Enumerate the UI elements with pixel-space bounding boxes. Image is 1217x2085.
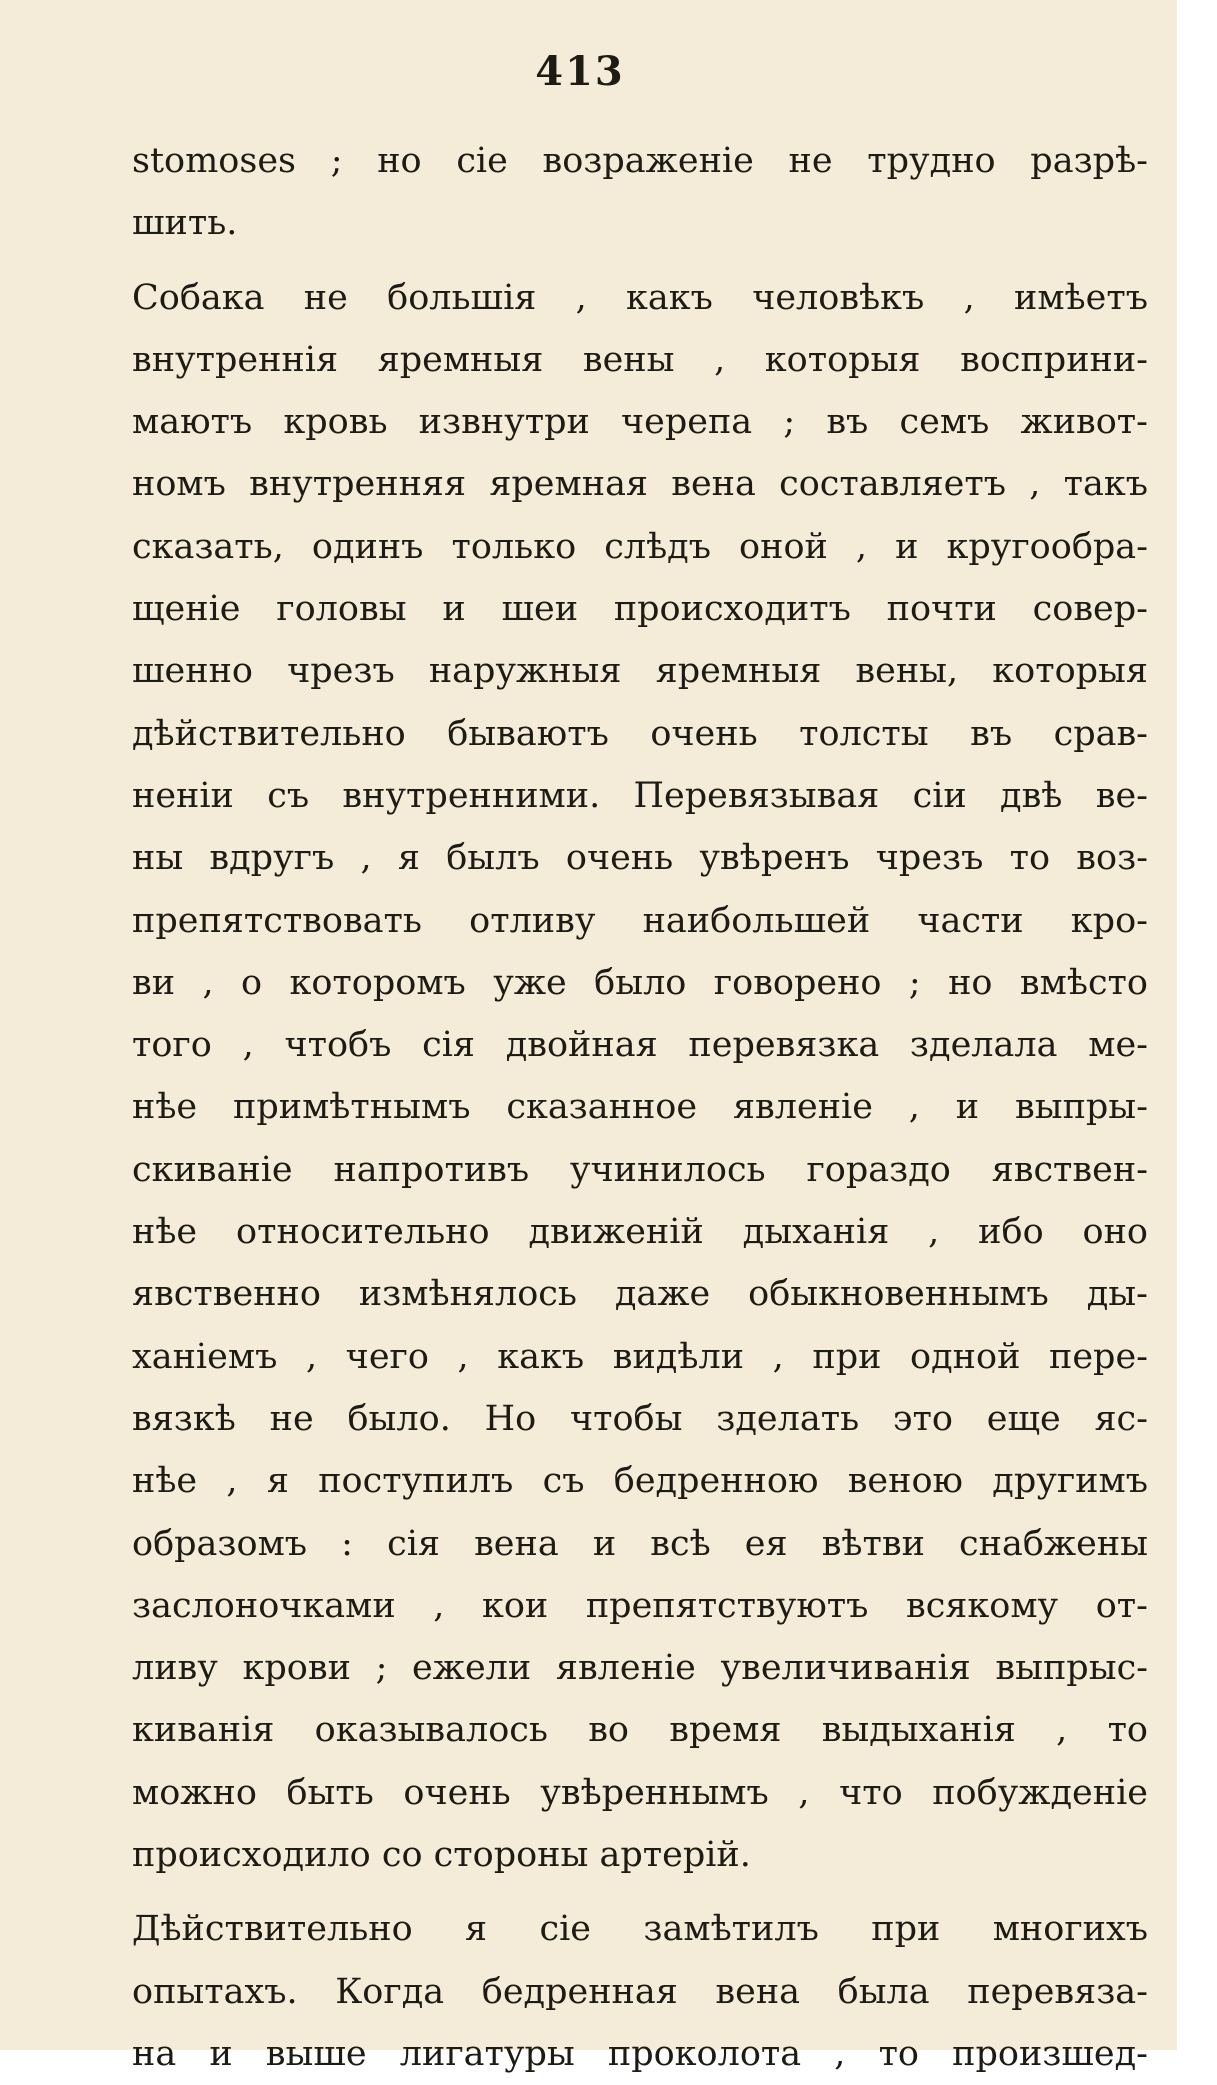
text-line: шенно чрезъ наружныя яремныя вены, которыя	[132, 651, 1148, 692]
text-line: ви , о которомъ уже было говорено ; но вмѣсто	[132, 962, 1148, 1003]
text-line: внутреннія яремныя вены , которыя восприни-	[132, 339, 1148, 380]
text-line: заслоночками , кои препятствуютъ всякому от-	[132, 1585, 1148, 1626]
text-line: щеніе головы и шеи происходитъ почти совер-	[132, 589, 1148, 630]
text-line: вязкѣ не было. Но чтобы зделать это еще яс-	[132, 1398, 1148, 1439]
text-line: ны вдругъ , я былъ очень увѣренъ чрезъ то воз-	[132, 838, 1148, 879]
text-line: опытахъ. Когда бедренная вена была перевяза-	[132, 1971, 1148, 2012]
page-number: 413	[535, 48, 625, 95]
text-line: того , чтобъ сія двойная перевязка зделала ме-	[132, 1025, 1148, 1066]
text-line: stomoses ; но сіе возраженіе не трудно разрѣ-	[132, 141, 1148, 181]
text-line: неніи съ внутренними. Перевязывая сіи двѣ ве-	[132, 775, 1148, 816]
text-line: номъ внутренняя яремная вена составляетъ , такъ	[132, 464, 1148, 505]
text-line: ливу крови ; ежели явленіе увеличиванія выпрыс-	[132, 1648, 1148, 1689]
text-line: явственно измѣнялось даже обыкновеннымъ ды-	[132, 1274, 1148, 1315]
text-line: шить.	[132, 203, 238, 244]
text-line: можно быть очень увѣреннымъ , что побужденіе	[132, 1772, 1148, 1813]
page-edge	[1177, 0, 1217, 2050]
text-line: ханіемъ , чего , какъ видѣли , при одной пере-	[132, 1336, 1148, 1377]
text-line: Дѣйствительно я сіе замѣтилъ при многихъ	[132, 1909, 1148, 1950]
text-line: Собака не большія , какъ человѣкъ , имѣетъ	[132, 277, 1148, 318]
text-line: маютъ кровь извнутри черепа ; въ семъ живот-	[132, 402, 1148, 443]
text-line: нѣе , я поступилъ съ бедренною веною другимъ	[132, 1461, 1148, 1502]
paragraph-gap	[132, 255, 1148, 267]
body-text	[132, 130, 1148, 2085]
text-line: препятствовать отливу наибольшей части кро-	[132, 900, 1148, 941]
text-line: дѣйствительно бываютъ очень толсты въ срав-	[132, 713, 1148, 754]
text-line: происходило со стороны артерій.	[132, 1835, 751, 1876]
text-line: образомъ : сія вена и всѣ ея вѣтви снабжены	[132, 1523, 1148, 1564]
text-line: скиваніе напротивъ учинилось гораздо явствен-	[132, 1149, 1148, 1190]
text-line: сказать, одинъ только слѣдъ оной , и кругообра-	[132, 526, 1148, 567]
text-line: на и выше лигатуры проколота , то произшед-	[132, 2033, 1148, 2074]
text-line: киванія оказывалось во время выдыханія , то	[132, 1710, 1148, 1751]
text-line: нѣе относительно движеній дыханія , ибо оно	[132, 1212, 1148, 1253]
paragraph-gap	[132, 1886, 1148, 1898]
text-line: нѣе примѣтнымъ сказанное явленіе , и выпры-	[132, 1087, 1148, 1128]
